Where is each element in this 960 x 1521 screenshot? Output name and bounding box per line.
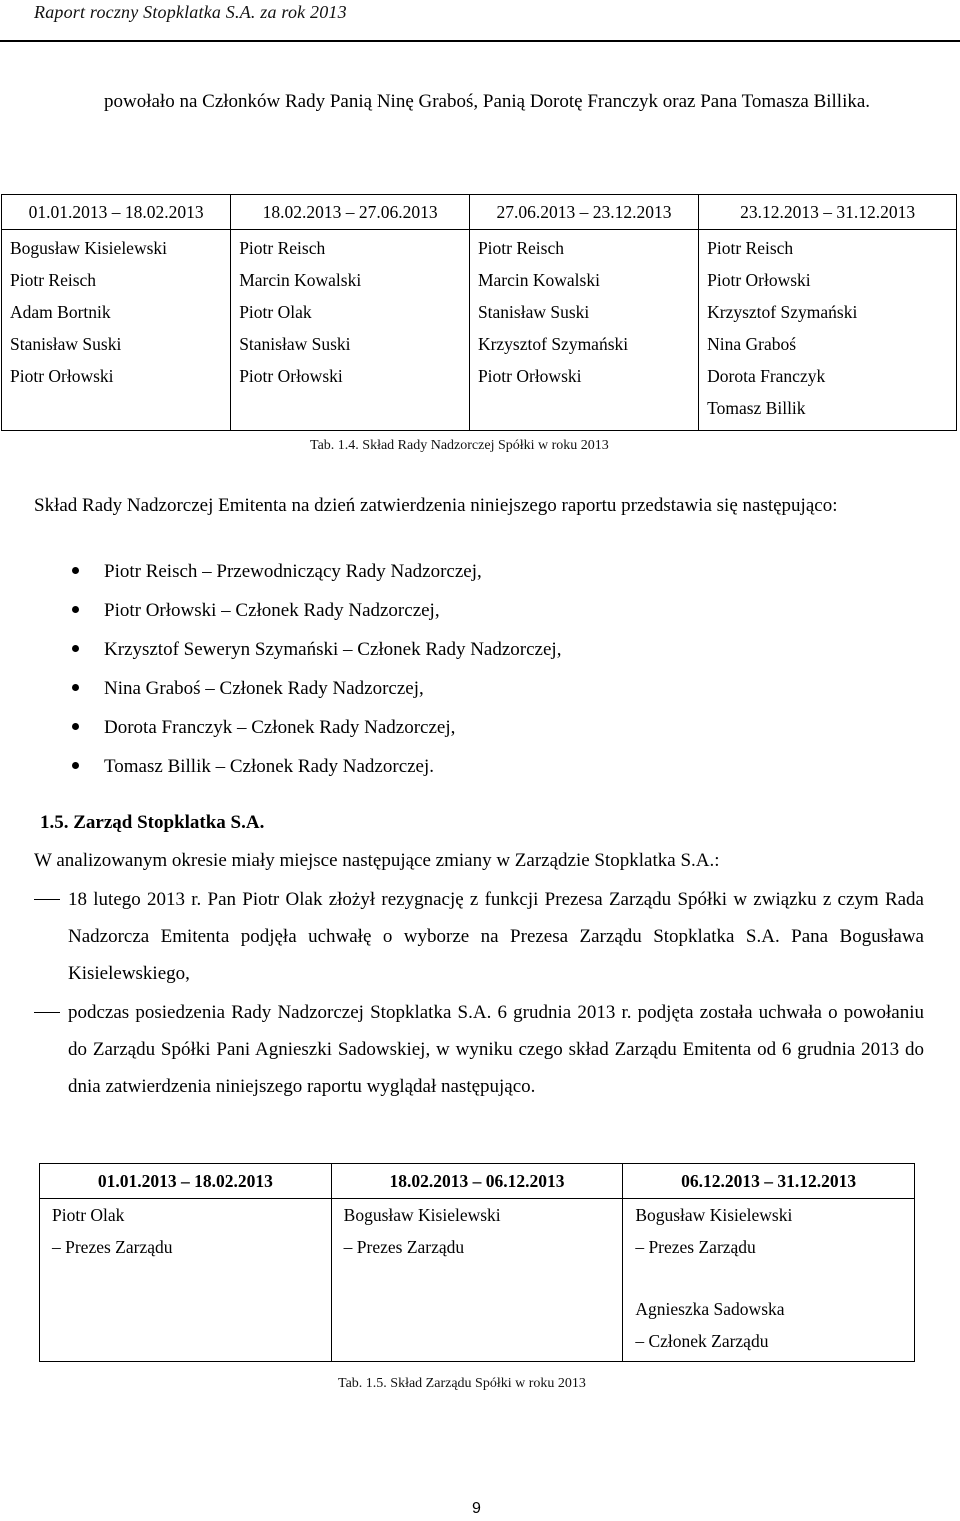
member-name: Tomasz Billik: [707, 398, 806, 418]
bullet-icon: [72, 645, 79, 652]
table-header-row: [2, 195, 957, 230]
member-name: Dorota Franczyk: [707, 366, 826, 386]
management-board-table: [39, 1163, 915, 1362]
list-item: [60, 591, 561, 630]
change-item: [34, 994, 924, 1105]
intro-paragraph: powołało na Członków Rady Panią Ninę Graboś, Panią Dorotę Franczyk oraz Pana Tomasza Billika.: [104, 91, 871, 112]
table-caption: Tab. 1.4. Skład Rady Nadzorczej Spółki w roku 2013: [310, 438, 609, 453]
change-text: 18 lutego 2013 r. Pan Piotr Olak złożył rezygnację z funkcji Prezesa Zarządu Spółki w związku z czym Rada Nadzorcza Emitenta podjęła uchwałę o wyborze na Prezesa Zarządu Stopklatka S.A. Pana Bogusława Kisielewskiego,: [68, 889, 924, 984]
member-role: – Prezes Zarządu: [635, 1237, 756, 1257]
member-name: Stanisław Suski: [10, 334, 122, 354]
member-name: Piotr Reisch: [477, 238, 564, 258]
table-cell: [331, 1199, 623, 1362]
period-header: 27.06.2013 – 23.12.2013: [469, 195, 698, 230]
table-cell: [2, 230, 231, 431]
member-name: Piotr Orłowski: [239, 366, 343, 386]
member-name: Stanisław Suski: [477, 302, 590, 322]
list-item-text: Dorota Franczyk – Członek Rady Nadzorczej,: [104, 717, 456, 738]
member-name: Bogusław Kisielewski: [10, 238, 168, 258]
period-header: 23.12.2013 – 31.12.2013: [699, 195, 957, 230]
list-item: [60, 669, 561, 708]
member-name: Marcin Kowalski: [477, 270, 600, 290]
page-number: 9: [472, 1500, 481, 1517]
member-name: Piotr Orłowski: [477, 366, 582, 386]
member-name: Adam Bortnik: [10, 302, 111, 322]
member-name: Piotr Orłowski: [10, 366, 114, 386]
member-name: Krzysztof Szymański: [477, 334, 629, 354]
list-item-text: Piotr Reisch – Przewodniczący Rady Nadzorczej,: [104, 561, 482, 582]
period-header: 01.01.2013 – 18.02.2013: [40, 1164, 332, 1199]
section-intro: W analizowanym okresie miały miejsce następujące zmiany w Zarządzie Stopklatka S.A.:: [34, 850, 720, 871]
member-name: Bogusław Kisielewski: [343, 1205, 501, 1225]
period-header: 18.02.2013 – 06.12.2013: [331, 1164, 623, 1199]
change-text: podczas posiedzenia Rady Nadzorczej Stopklatka S.A. 6 grudnia 2013 r. podjęta została uchwała o powołaniu do Zarządu Spółki Pani Agnieszki Sadowskiej, w wyniku czego skład Zarządu Emitenta od 6 grudnia 2013 do dnia zatwierdzenia niniejszego raportu wyglądał następująco.: [68, 1002, 924, 1097]
table-cell: [699, 230, 957, 431]
table-cell: [623, 1199, 915, 1362]
bullet-icon: [72, 762, 79, 769]
member-name: Marcin Kowalski: [239, 270, 362, 290]
member-role: – Członek Zarządu: [635, 1331, 769, 1351]
list-item: [60, 630, 561, 669]
bullet-icon: [72, 723, 79, 730]
member-name: Piotr Reisch: [239, 238, 326, 258]
member-name: Piotr Olak: [52, 1205, 125, 1225]
page-header: [0, 0, 960, 42]
table-cell: [469, 230, 698, 431]
member-name: Bogusław Kisielewski: [635, 1205, 793, 1225]
bullet-icon: [72, 606, 79, 613]
member-name: Piotr Orłowski: [707, 270, 811, 290]
supervisory-board-table: [1, 194, 957, 431]
table-header-row: [40, 1164, 915, 1199]
member-name: Piotr Olak: [239, 302, 312, 322]
member-name: Krzysztof Szymański: [707, 302, 858, 322]
member-name: Nina Graboś: [707, 334, 797, 354]
period-header: 18.02.2013 – 27.06.2013: [231, 195, 470, 230]
table-caption: Tab. 1.5. Skład Zarządu Spółki w roku 2013: [338, 1376, 586, 1391]
bullet-icon: [72, 684, 79, 691]
table-cell: [231, 230, 470, 431]
member-name: Agnieszka Sadowska: [635, 1299, 785, 1319]
list-item: [60, 552, 561, 591]
list-item: [60, 747, 561, 786]
list-item-text: Piotr Orłowski – Członek Rady Nadzorczej,: [104, 600, 440, 621]
member-name: Piotr Reisch: [10, 270, 97, 290]
period-header: 06.12.2013 – 31.12.2013: [623, 1164, 915, 1199]
table-cell: [40, 1199, 332, 1362]
board-member-list: [60, 552, 561, 786]
header-title: Raport roczny Stopklatka S.A. za rok 2013: [34, 2, 347, 22]
period-header: 01.01.2013 – 18.02.2013: [2, 195, 231, 230]
member-name: Stanisław Suski: [239, 334, 351, 354]
list-item-text: Nina Graboś – Członek Rady Nadzorczej,: [104, 678, 424, 699]
table-row: [2, 230, 957, 431]
section-heading: 1.5. Zarząd Stopklatka S.A.: [40, 812, 265, 833]
member-name: Piotr Reisch: [707, 238, 794, 258]
member-role: – Prezes Zarządu: [52, 1237, 173, 1257]
bullet-icon: [72, 567, 79, 574]
list-item-text: Krzysztof Seweryn Szymański – Członek Rady Nadzorczej,: [104, 639, 562, 660]
composition-paragraph: Skład Rady Nadzorczej Emitenta na dzień zatwierdzenia niniejszego raportu przedstawia się następująco:: [34, 495, 838, 516]
list-item-text: Tomasz Billik – Członek Rady Nadzorczej.: [104, 756, 435, 777]
table-row: [40, 1199, 915, 1362]
member-role: – Prezes Zarządu: [343, 1237, 465, 1257]
list-item: [60, 708, 561, 747]
change-item: [34, 881, 924, 992]
